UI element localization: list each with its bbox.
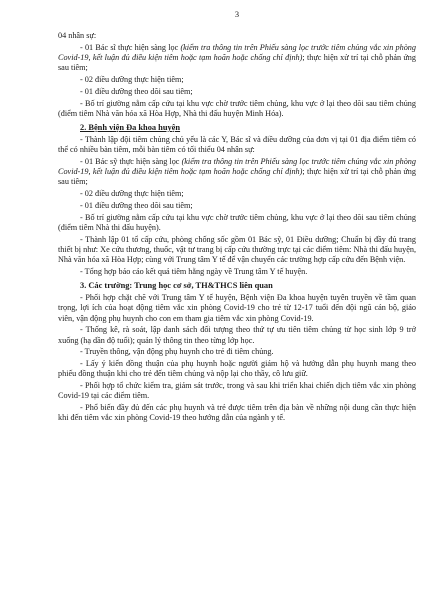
paragraph-parent-consent: - Lấy ý kiến đồng thuận của phụ huynh hoặc người giám hộ và hướng dẫn phụ huynh mang theo phiếu đồng thuận khi cho trẻ đến tiêm chủng và nộp lại cho thầy, cô lưu giữ. [58,359,416,379]
paragraph-staff-intro: 04 nhân sự: [58,31,97,40]
paragraph-emergency-bed-1: - Bố trí giường nằm cấp cứu tại khu vực chờ trước tiêm chủng, khu vực ở lại theo dõi sau tiêm chủng (điểm tiêm Nhà văn hóa xã Hòa Hợp, Nhà thi đấu huyện Minh Hóa). [58,98,416,118]
paragraph-nurses-injection-1: - 02 điều dưỡng thực hiện tiêm; [80,75,184,84]
paragraph-supervision: - Phối hợp tổ chức kiểm tra, giám sát trước, trong và sau khi triển khai chiến dịch tiêm vắc xin phòng Covid-19 tại các điểm tiêm. [58,381,416,401]
section-heading-schools: 3. Các trường: Trung học cơ sở, TH&THCS liên quan [80,281,273,291]
section-heading-hospital: 2. Bệnh viện Đa khoa huyện [80,123,181,132]
paragraph-communication: - Truyền thông, vận động phụ huynh cho trẻ đi tiêm chủng. [80,347,274,357]
paragraph-doctor-screening-2: - 01 Bác sỹ thực hiện sàng lọc (kiểm tra thông tin trên Phiếu sàng lọc trước tiêm chủng vắc xin phòng Covid-19, kết luận đủ điều kiện tiêm hoặc tạm hoãn hoặc chống chỉ định); thực hiện xử trí tại chỗ phản ứng sau tiêm; [58,157,416,187]
paragraph-emergency-team: - Thành lập 01 tổ cấp cứu, phòng chống sốc gồm 01 Bác sỹ, 01 Điều dưỡng; Chuẩn bị đầy đủ trang thiết bị như: Xe cứu thương, thuốc, vật tư trang bị cấp cứu thường trực tại các điểm tiêm: Nhà thi đấu huyện, Nhà văn hóa xã Hòa Hợp; cùng với Trung tâm Y tế để vận chuyển các trường hợp cấp cứu đến Bệnh viện. [58,234,416,265]
italic-screening-note: (kiểm tra thông tin trên Phiếu sàng lọc trước tiêm chủng vắc xin phòng Covid-19, kết luận đủ điều kiện tiêm hoặc tạm hoãn hoặc chống chỉ định) [58,42,416,62]
paragraph-dissemination: - Phổ biến đầy đủ đến các phụ huynh và trẻ được tiêm trên địa bàn về những nội dung cần thực hiện khi đến tiêm vắc xin phòng Covid-19 theo hướng dẫn của ngành y tế. [58,403,416,423]
italic-screening-note: (kiểm tra thông tin trên Phiếu sàng lọc trước tiêm chủng vắc xin phòng Covid-19, kết luận đủ điều kiện tiêm hoặc tạm hoãn hoặc chống chỉ định) [58,157,416,177]
paragraph-doctor-screening-1: - 01 Bác sĩ thực hiện sàng lọc (kiểm tra thông tin trên Phiếu sàng lọc trước tiêm chủng vắc xin phòng Covid-19, kết luận đủ điều kiện tiêm hoặc tạm hoãn hoặc chống chỉ định); thực hiện xử trí tại chỗ phản ứng sau tiêm; [58,42,416,73]
paragraph-coordination: - Phối hợp chặt chẽ với Trung tâm Y tế huyện, Bệnh viện Đa khoa huyện tuyên truyền về tầm quan trọng, lợi ích của hoạt động tiêm vắc xin phòng Covid-19 cho trẻ từ 12-17 tuổi đến đội ngũ cán bộ, giáo viên, vận động phụ huynh cho con em tham gia tiêm vắc xin phòng Covid-19. [58,293,416,323]
paragraph-vaccination-team: - Thành lập đội tiêm chủng chủ yếu là các Y, Bác sĩ và điều dưỡng của đơn vị tại 01 địa điểm tiêm có thể có nhiều bàn tiêm, mỗi bàn tiêm có tối thiểu 04 nhân sự: [58,135,416,155]
paragraph-daily-report: - Tổng hợp báo cáo kết quả tiêm hằng ngày về Trung tâm Y tế huyện. [80,267,308,276]
paragraph-emergency-bed-2: - Bố trí giường nằm cấp cứu tại khu vực chờ trước tiêm chủng, khu vực ở lại theo dõi sau tiêm chủng (điểm tiêm Nhà thi đấu huyện). [58,212,416,232]
paragraph-nurse-monitoring-1: - 01 điều dưỡng theo dõi sau tiêm; [80,86,193,96]
paragraph-nurse-monitoring-2: - 01 điều dưỡng theo dõi sau tiêm; [80,201,193,210]
page-number: 3 [234,10,240,19]
paragraph-nurses-injection-2: - 02 điều dưỡng thực hiện tiêm; [80,189,184,199]
paragraph-student-list: - Thống kê, rà soát, lập danh sách đối tượng theo thứ tự ưu tiên tiêm chủng từ học sinh lớp 9 trở xuống (hạ dần độ tuổi); quản lý thông tin theo từng lớp học. [58,325,416,345]
